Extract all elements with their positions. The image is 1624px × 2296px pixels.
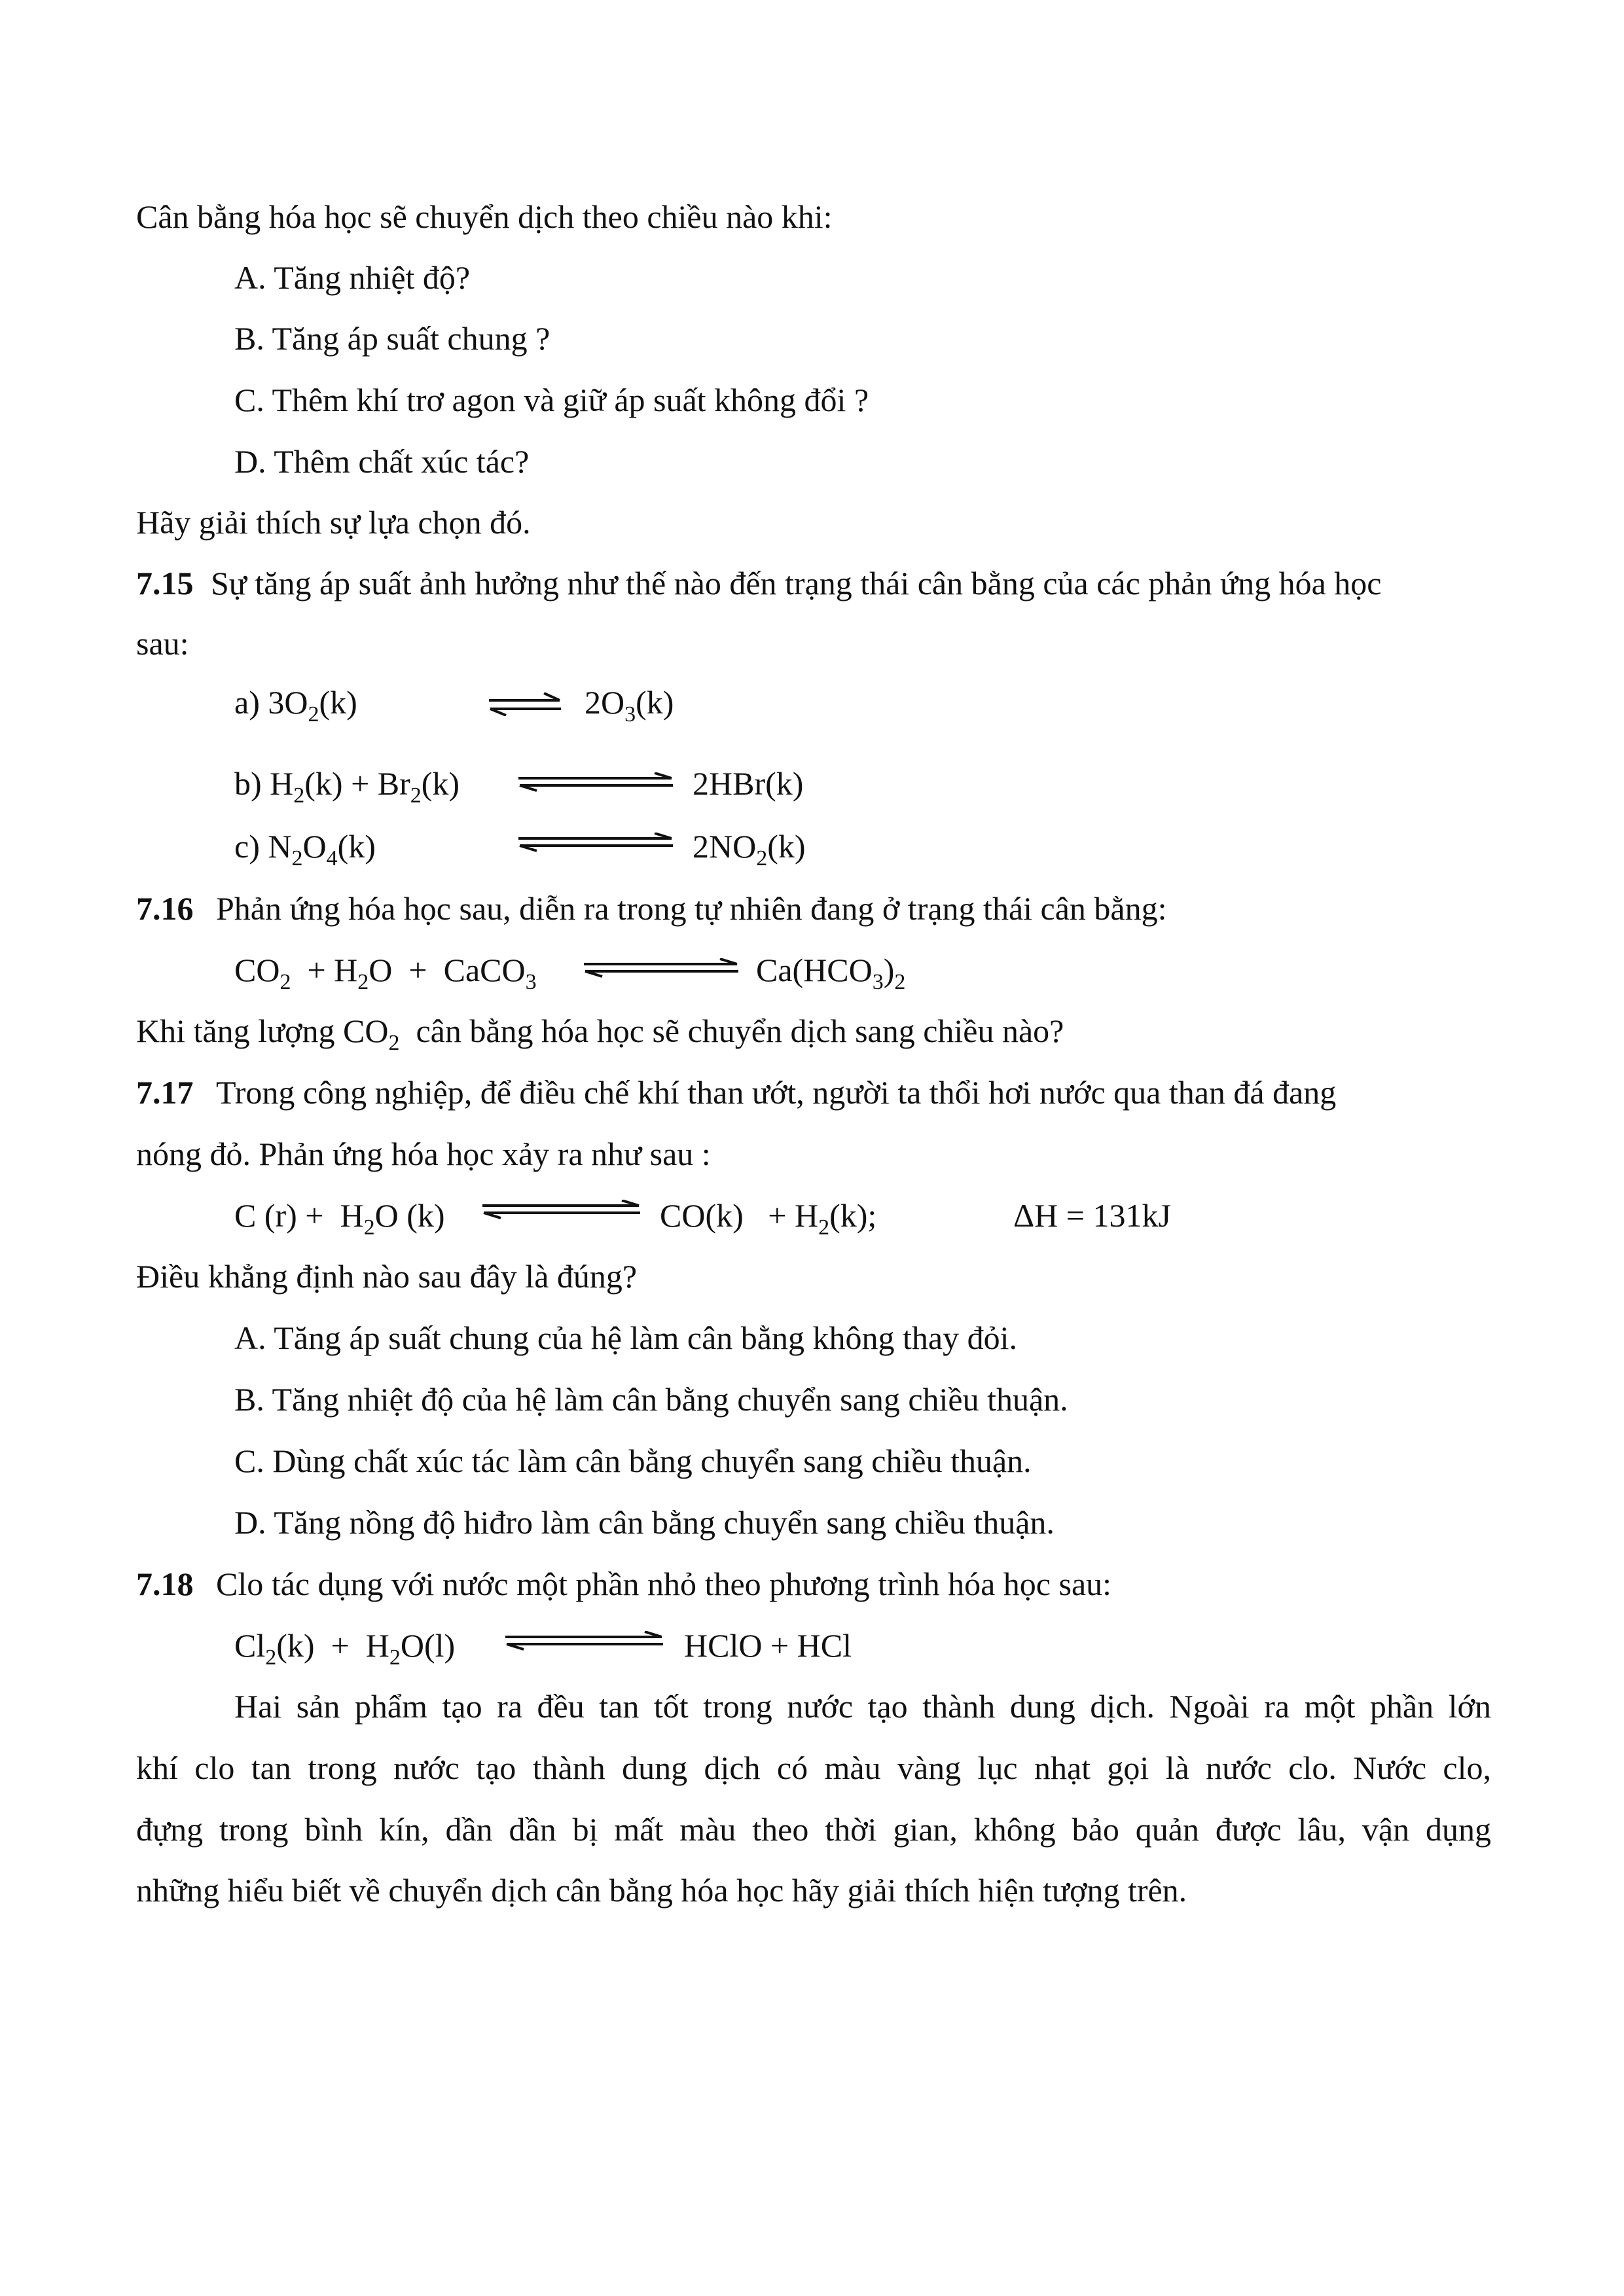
intro-option-d: D. Thêm chất xúc tác? (234, 443, 530, 480)
q715-eq-b-reactant: b) $H_2(k) + Br_2(k)$ (234, 765, 460, 808)
q715-text2: sau: (136, 625, 189, 662)
equilibrium-arrow-icon (481, 1200, 641, 1219)
q715-eq-c-product: $2NO_2(k)$ (693, 828, 806, 870)
q716-eq-product: $Ca(HCO_3)_2$ (756, 952, 906, 994)
intro-explain: Hãy giải thích sự lựa chọn đó. (136, 504, 531, 541)
q716-number: 7.16 (136, 890, 194, 927)
q715-eq-c-reactant: c) $N_2O_4(k)$ (234, 828, 376, 870)
q717-text: Trong công nghiệp, để điều chế khí than ướt, người ta thổi hơi nước qua than đá đang (216, 1074, 1337, 1111)
intro-question: Cân bằng hóa học sẽ chuyển dịch theo chiều nào khi: (136, 198, 833, 235)
q718-para-line3: đựng trong bình kín, dần dần bị mất màu theo thời gian, không bảo quản được lâu, vận dụng (136, 1811, 1491, 1848)
q717-option-c: C. Dùng chất xúc tác làm cân bằng chuyển sang chiều thuận. (234, 1443, 1032, 1479)
q718-para-line1: Hai sản phẩm tạo ra đều tan tốt trong nước tạo thành dung dịch. Ngoài ra một phần lớn (234, 1688, 1491, 1725)
q717-enthalpy: ΔH = 131kJ (1013, 1197, 1171, 1234)
q718-eq-reactant: $Cl_2(k) + H_2O(l)$ (234, 1627, 456, 1670)
intro-option-a: A. Tăng nhiệt độ? (234, 259, 471, 296)
equilibrium-arrow-icon (488, 692, 563, 716)
q717-eq-reactant: C $(r) + H_2O$ (k) (234, 1197, 445, 1240)
q716-text: Phản ứng hóa học sau, diễn ra trong tự nhiên đang ở trạng thái cân bằng: (216, 890, 1167, 927)
q718-text: Clo tác dụng với nước một phần nhỏ theo phương trình hóa học sau: (216, 1566, 1112, 1602)
q715-eq-a-product: $2O_3(k)$ (585, 684, 674, 726)
q717-option-b: B. Tăng nhiệt độ của hệ làm cân bằng chuyển sang chiều thuận. (234, 1381, 1068, 1418)
q717-line1 (136, 1076, 1336, 1109)
equilibrium-arrow-icon (517, 833, 674, 852)
equilibrium-arrow-icon (583, 958, 740, 978)
intro-option-b: B. Tăng áp suất chung ? (234, 320, 550, 357)
q716-line1 (136, 892, 1167, 925)
q717-eq-product: $CO(k) + H_2(k)$; (660, 1197, 877, 1240)
q718-line1 (136, 1568, 1111, 1600)
q718-number: 7.18 (136, 1566, 194, 1602)
equilibrium-arrow-icon (504, 1631, 664, 1651)
q715-line1 (136, 567, 1381, 600)
q717-number: 7.17 (136, 1074, 194, 1111)
q717-text2: nóng đỏ. Phản ứng hóa học xảy ra như sau : (136, 1136, 711, 1172)
q718-para-line4: những hiểu biết về chuyển dịch cân bằng hóa học hãy giải thích hiện tượng trên. (136, 1872, 1187, 1909)
q718-para-line2: khí clo tan trong nước tạo thành dung dịch có màu vàng lục nhạt gọi là nước clo. Nước clo, (136, 1749, 1491, 1786)
equilibrium-arrow-icon (517, 772, 674, 792)
q715-eq-b-product: 2HBr(k) (693, 765, 804, 802)
q715-eq-a-reactant: a) $3O_2(k)$ (234, 684, 357, 726)
q717-option-d: D. Tăng nồng độ hiđro làm cân bằng chuyển sang chiều thuận. (234, 1504, 1055, 1541)
q717-option-a: A. Tăng áp suất chung của hệ làm cân bằng không thay đỏi. (234, 1319, 1017, 1356)
intro-option-c: C. Thêm khí trơ agon và giữ áp suất không đổi ? (234, 382, 869, 418)
q717-ask: Điều khẳng định nào sau đây là đúng? (136, 1258, 638, 1295)
q715-number: 7.15 (136, 565, 194, 601)
q715-text: Sự tăng áp suất ảnh hưởng như thế nào đến trạng thái cân bằng của các phản ứng hóa học (211, 565, 1382, 601)
q716-ask: Khi tăng lượng $CO_2$ cân bằng hóa học sẽ chuyển dịch sang chiều nào? (136, 1013, 1064, 1055)
q718-eq-product: HClO + HCl (684, 1627, 852, 1664)
q716-eq-reactant: $CO_2 + H_2O$ + CaCO$_3$ (234, 952, 537, 994)
